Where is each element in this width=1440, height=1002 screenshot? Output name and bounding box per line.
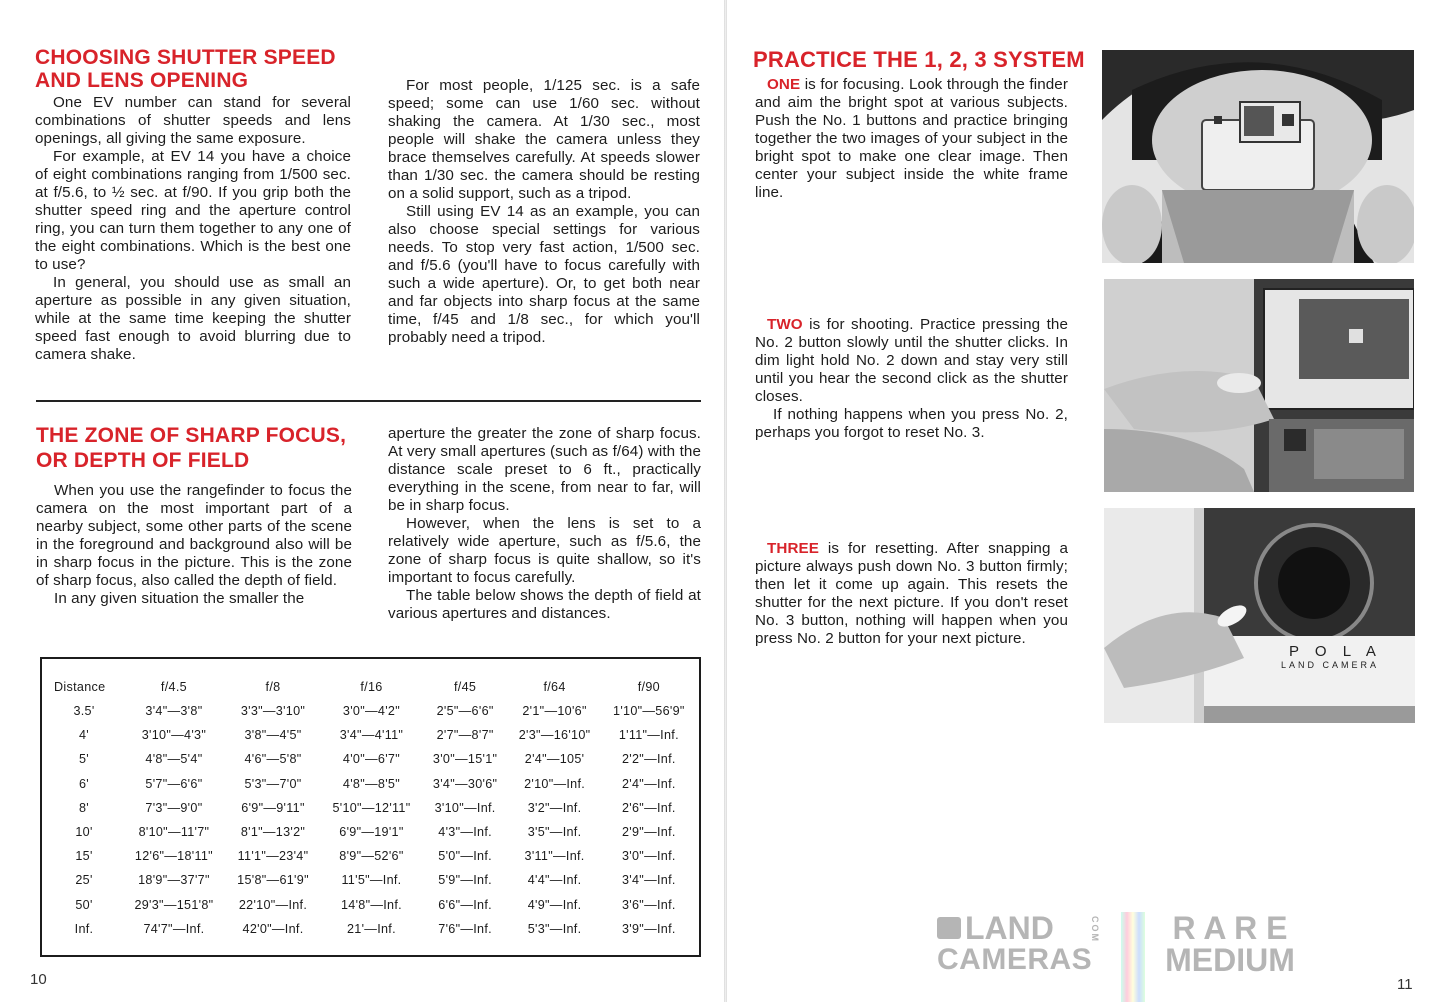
table-cell: 8' bbox=[78, 800, 89, 815]
photo-resetting bbox=[1104, 508, 1415, 723]
paragraph: In general, you should use as small an aperture as possible in any given situation, while at the same time keeping the shutter speed fast enough to avoid blurring due to camera shake. bbox=[35, 274, 351, 363]
step-one-label: ONE bbox=[767, 76, 801, 93]
table-cell: 2'9"—Inf. bbox=[622, 825, 676, 840]
table-cell: 21'—Inf. bbox=[347, 921, 396, 936]
table-cell: 11'5"—Inf. bbox=[341, 873, 402, 888]
table-cell: 3'5"—Inf. bbox=[527, 825, 582, 840]
table-cell: 74'7"—Inf. bbox=[143, 921, 205, 936]
table-cell: 42'0"—Inf. bbox=[242, 921, 304, 936]
practice-heading: PRACTICE THE 1, 2, 3 SYSTEM bbox=[753, 47, 1085, 72]
photo-focusing bbox=[1102, 50, 1414, 263]
page-number-right: 11 bbox=[1397, 976, 1413, 993]
choosing-heading bbox=[35, 46, 355, 92]
table-header-cell: f/64 bbox=[543, 680, 566, 694]
table-cell: 4'6"—5'8" bbox=[244, 752, 302, 767]
zone-body bbox=[36, 482, 352, 608]
depth-of-field-table bbox=[46, 675, 696, 941]
table-cell: 1'11"—Inf. bbox=[618, 728, 679, 743]
step-one-body: is for focusing. Look through the finder and aim the bright spot at various subjects. Push the No. 1 buttons and practice bringing together the two images of your subject in the bright spot to make one clear image. Then center your subject inside the white frame line. bbox=[755, 76, 1068, 201]
table-cell: 12'6"—18'11" bbox=[134, 849, 213, 864]
rainbow-stripe bbox=[1121, 912, 1145, 1002]
choosing-body bbox=[35, 94, 351, 364]
paragraph: In any given situation the smaller the bbox=[54, 590, 305, 607]
table-cell: 3'3"—3'10" bbox=[240, 704, 306, 719]
table-cell: 4'0"—6'7" bbox=[342, 752, 400, 767]
step-two-text bbox=[755, 316, 1068, 442]
page-number-left: 10 bbox=[30, 971, 47, 988]
camera-model-text: LAND CAMERA bbox=[1281, 660, 1380, 670]
table-header-cell: f/16 bbox=[360, 680, 383, 694]
table-cell: 3'2"—Inf. bbox=[527, 800, 582, 815]
table-cell: 8'1"—13'2" bbox=[240, 825, 306, 840]
table-row bbox=[46, 747, 696, 771]
table-row bbox=[46, 917, 696, 941]
table-cell: 7'6"—Inf. bbox=[438, 921, 492, 936]
table-cell: 3'9"—Inf. bbox=[622, 921, 676, 936]
paragraph: For most people, 1/125 sec. is a safe speed; some can use 1/60 sec. without shaking the camera. At 1/30 sec., most people will shake the camera unless they brace themselves carefully. At speeds slower than 1/30 sec. the camera should be resting on a solid support, such as a tripod. bbox=[388, 77, 700, 202]
table-cell: 3'10"—4'3" bbox=[141, 728, 207, 743]
table-cell: 4'9"—Inf. bbox=[527, 897, 582, 912]
table-cell: 4'8"—8'5" bbox=[342, 776, 400, 791]
step-three-label: THREE bbox=[767, 540, 819, 557]
raremedium-top: R A R E bbox=[1172, 910, 1288, 946]
table-cell: 2'7"—8'7" bbox=[436, 728, 494, 743]
zone-heading bbox=[36, 423, 356, 473]
table-cell: 5' bbox=[78, 752, 89, 767]
paragraph: If nothing happens when you press No. 2, perhaps you forgot to reset No. 3. bbox=[755, 406, 1068, 441]
table-cell: 6' bbox=[78, 776, 89, 791]
table-cell: 4'4"—Inf. bbox=[527, 873, 582, 888]
table-row bbox=[46, 844, 696, 868]
table-cell: 2'4"—105' bbox=[524, 752, 585, 767]
table-cell: 15' bbox=[75, 849, 93, 864]
table-cell: 3'0"—4'2" bbox=[342, 704, 400, 719]
paragraph: When you use the rangefinder to focus the camera on the most important part of a nearby subject, some other parts of the scene in the foreground and background also will be in sharp focus in the picture. This is the zone of sharp focus, also called the depth of field. bbox=[36, 482, 352, 589]
table-cell: 5'3"—Inf. bbox=[527, 921, 582, 936]
table-cell: 3'11"—Inf. bbox=[524, 849, 585, 864]
table-row bbox=[46, 893, 696, 917]
table-cell: 3'6"—Inf. bbox=[622, 897, 676, 912]
table-cell: 14'8"—Inf. bbox=[340, 897, 402, 912]
table-cell: 2'3"—16'10" bbox=[518, 728, 591, 743]
zone-body-2 bbox=[388, 425, 701, 623]
table-cell: 3'10"—Inf. bbox=[434, 800, 496, 815]
table-cell: 5'0"—Inf. bbox=[438, 849, 492, 864]
table-header-cell: f/45 bbox=[454, 680, 477, 694]
zone-section bbox=[36, 423, 356, 608]
paragraph: Still using EV 14 as an example, you can also choose special settings for various needs. To stop very fast action, 1/500 sec. and f/5.6 (you'll have to focus carefully with such a wide aperture). Or, to get both near and far objects into sharp focus at the same time, f/45 and 1/8 sec., for which you'll probably need a tripod. bbox=[388, 203, 700, 346]
table-row bbox=[46, 699, 696, 723]
table-cell: 1'10"—56'9" bbox=[613, 704, 685, 719]
paragraph: However, when the lens is set to a relatively wide aperture, such as f/5.6, the zone of sharp focus is quite shallow, so it's important to focus carefully. bbox=[388, 515, 701, 586]
table-cell: 3.5' bbox=[73, 704, 95, 719]
table-cell: 2'5"—6'6" bbox=[436, 704, 494, 719]
paragraph bbox=[755, 76, 1068, 202]
table-cell: 29'3"—151'8" bbox=[134, 897, 214, 912]
landcameras-com: COM bbox=[1090, 916, 1100, 943]
table-header-cell: Distance bbox=[54, 680, 106, 694]
paragraph bbox=[755, 540, 1068, 648]
paragraph: One EV number can stand for several combinations of shutter speeds and lens openings, all giving the same exposure. bbox=[35, 94, 351, 147]
table-cell: 4'3"—Inf. bbox=[438, 825, 492, 840]
table-cell: 11'1"—23'4" bbox=[237, 849, 309, 864]
table-cell: 50' bbox=[75, 897, 93, 912]
photo-shooting-image bbox=[1104, 279, 1414, 492]
step-one-text bbox=[755, 76, 1068, 202]
table-cell: 5'9"—Inf. bbox=[438, 873, 492, 888]
table-cell: 3'4"—3'8" bbox=[145, 704, 203, 719]
table-cell: 22'10"—Inf. bbox=[238, 897, 308, 912]
table-header-cell: f/90 bbox=[637, 680, 660, 694]
table-header-row bbox=[46, 675, 696, 699]
paragraph bbox=[755, 316, 1068, 406]
right-page bbox=[727, 0, 1440, 1002]
table-cell: 3'0"—15'1" bbox=[432, 752, 498, 767]
step-two-label: TWO bbox=[767, 316, 803, 333]
table-cell: 7'3"—9'0" bbox=[145, 800, 203, 815]
table-cell: 2'2"—Inf. bbox=[622, 752, 676, 767]
table-row bbox=[46, 723, 696, 747]
table-body bbox=[46, 699, 696, 941]
table-cell: 25' bbox=[75, 873, 93, 888]
table-cell: 2'6"—Inf. bbox=[622, 800, 676, 815]
table-row bbox=[46, 868, 696, 892]
table-header-cell: f/4.5 bbox=[160, 680, 187, 694]
choosing-heading-line1: CHOOSING SHUTTER SPEED bbox=[35, 46, 336, 69]
table-cell: 4'8"—5'4" bbox=[145, 752, 203, 767]
camera-logo-icon bbox=[937, 917, 961, 939]
table-cell: 3'4"—Inf. bbox=[622, 873, 676, 888]
table-row bbox=[46, 820, 696, 844]
depth-of-field-table-box bbox=[40, 657, 701, 957]
table-cell: 18'9"—37'7" bbox=[138, 873, 210, 888]
table-cell: 4' bbox=[78, 728, 89, 743]
raremedium-watermark bbox=[1155, 912, 1305, 976]
table-cell: 5'7"—6'6" bbox=[145, 776, 203, 791]
step-three-body: is for resetting. After snapping a picture always push down No. 3 button firmly; then let it come up again. This resets the shutter for the next picture. If you don't reset No. 3 button, nothing will happen when you press No. 2 button for your next picture. bbox=[755, 540, 1068, 647]
table-cell: Inf. bbox=[74, 921, 94, 936]
raremedium-bottom: MEDIUM bbox=[1165, 942, 1295, 978]
table-cell: 3'0"—Inf. bbox=[622, 849, 676, 864]
table-cell: 6'9"—19'1" bbox=[339, 825, 404, 840]
table-cell: 10' bbox=[75, 825, 93, 840]
table-cell: 2'4"—Inf. bbox=[622, 776, 676, 791]
camera-brand-text: P O L A bbox=[1289, 643, 1382, 660]
paragraph: The table below shows the depth of field at various apertures and distances. bbox=[388, 587, 701, 622]
table-cell: 5'10"—12'11" bbox=[332, 800, 411, 815]
table-cell: 5'3"—7'0" bbox=[244, 776, 302, 791]
choosing-section bbox=[35, 46, 355, 364]
photo-focusing-image bbox=[1102, 50, 1414, 263]
zone-heading-line2: OR DEPTH OF FIELD bbox=[36, 449, 250, 472]
table-cell: 8'9"—52'6" bbox=[339, 849, 404, 864]
speed-body bbox=[388, 77, 700, 347]
landcameras-watermark bbox=[937, 912, 1107, 976]
table-cell: 2'1"—10'6" bbox=[522, 704, 587, 719]
step-two-body: is for shooting. Practice pressing the No. 2 button slowly until the shutter clicks. In dim light hold No. 2 down and stay very still until you hear the second click as the shutter closes. bbox=[755, 316, 1068, 405]
paragraph: aperture the greater the zone of sharp focus. At very small apertures (such as f/64) with the distance scale preset to 6 ft., practically everything in the scene, from near to far, will be in sharp focus. bbox=[388, 425, 701, 514]
table-cell: 3'4"—30'6" bbox=[432, 776, 498, 791]
section-divider bbox=[36, 400, 701, 402]
step-three-text bbox=[755, 540, 1068, 648]
table-cell: 8'10"—11'7" bbox=[138, 825, 210, 840]
landcameras-bottom: CAMERAS bbox=[937, 943, 1093, 976]
table-row bbox=[46, 796, 696, 820]
table-cell: 3'8"—4'5" bbox=[244, 728, 302, 743]
zone-heading-line1: THE ZONE OF SHARP FOCUS, bbox=[36, 424, 347, 447]
table-cell: 3'4"—4'11" bbox=[339, 728, 404, 743]
table-row bbox=[46, 772, 696, 796]
paragraph: For example, at EV 14 you have a choice of eight combinations ranging from 1/500 sec. at f/5.6, to ½ sec. at f/90. If you grip both the shutter speed ring and the aperture control ring, you can turn them together to any one of the eight combinations. Which is the best one to use? bbox=[35, 148, 351, 273]
photo-shooting bbox=[1104, 279, 1414, 492]
table-cell: 6'9"—9'11" bbox=[241, 800, 305, 815]
table-cell: 15'8"—61'9" bbox=[237, 873, 309, 888]
table-header-cell: f/8 bbox=[265, 680, 281, 694]
landcameras-top: LAND bbox=[965, 910, 1054, 946]
table-cell: 2'10"—Inf. bbox=[524, 776, 586, 791]
choosing-heading-line2: AND LENS OPENING bbox=[35, 69, 249, 92]
table-cell: 6'6"—Inf. bbox=[438, 897, 492, 912]
